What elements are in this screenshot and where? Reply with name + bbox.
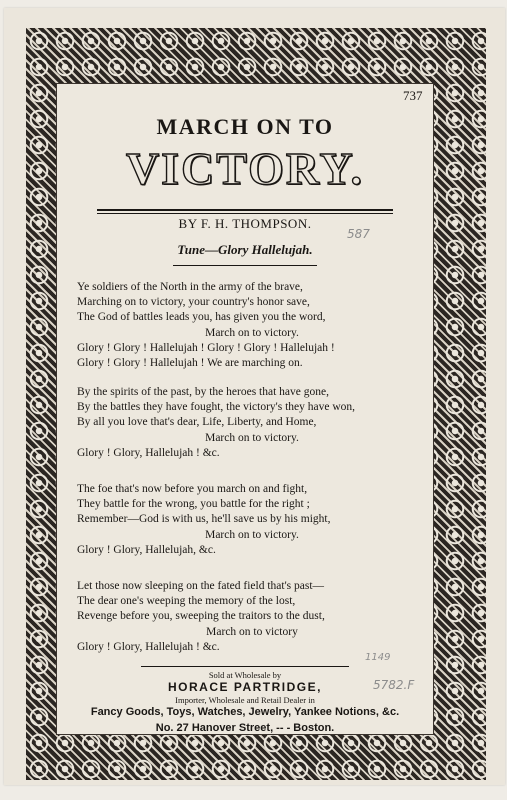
title-rule [97,209,393,211]
tune-line: Tune—Glory Hallelujah. [177,242,313,257]
title-line-2: VICTORY. [125,143,365,194]
title-line-1: MARCH ON TO [156,114,334,139]
verse-3 [77,482,427,558]
verse-line: Marching on to victory, your country's honor save, [77,296,310,309]
pencil-note-mid: 1149 [365,652,391,663]
footer-publisher: HORACE PARTRIDGE, [168,680,322,694]
verse-refrain: March on to victory. [205,528,299,541]
verse-line: Remember—God is with us, he'll save us by his might, [77,513,331,526]
title-rule-thin [97,213,393,214]
footer-dealer: Importer, Wholesale and Retail Dealer in [175,695,315,705]
verse-refrain: March on to victory. [205,431,299,444]
verse-line: The foe that's now before you march on and fight, [77,483,308,495]
footer-rule [141,666,349,667]
sheet-number: 737 [403,88,423,103]
footer-goods: Fancy Goods, Toys, Watches, Jewelry, Yankee Notions, &c. [90,706,400,718]
verse-line: They battle for the wrong, you battle for the right ; [77,498,310,511]
tune-rule [173,265,317,266]
verse-line: Ye soldiers of the North in the army of the brave, [77,281,303,293]
verse-line: The God of battles leads you, has given you the word, [77,311,326,324]
footer-address: No. 27 Hanover Street, -- - Boston. [155,722,335,734]
verse-refrain: March on to victory [206,625,298,638]
sheet-content [56,83,434,735]
pencil-note-top: 587 [347,227,370,241]
song-sheet [4,8,505,785]
verse-line: The dear one's weeping the memory of the lost, [77,595,296,608]
verse-chorus: Glory ! Glory, Hallelujah ! &c. [77,640,220,653]
footer-sold: Sold at Wholesale by [208,670,282,680]
verse-line: By the battles they have fought, the victory's they have won, [77,401,356,414]
verse-refrain: March on to victory. [205,326,299,339]
verse-chorus: Glory ! Glory, Hallelujah, &c. [77,543,216,556]
verse-2 [77,385,427,461]
verse-chorus: Glory ! Glory ! Hallelujah ! We are marching on. [77,357,303,370]
byline: BY F. H. THOMPSON. [178,216,312,231]
verse-4 [77,579,427,655]
verse-chorus: Glory ! Glory ! Hallelujah ! Glory ! Glory ! Hallelujah ! [77,341,335,354]
pencil-note-bottom: 5782.F [373,678,415,692]
verse-line: Revenge before you, sweeping the traitors to the dust, [77,610,325,623]
verse-line: Let those now sleeping on the fated field that's past— [77,580,325,592]
verse-line: By the spirits of the past, by the heroes that have gone, [77,386,329,398]
verse-chorus: Glory ! Glory, Hallelujah ! &c. [77,446,220,459]
verse-1 [77,280,427,371]
verse-line: By all you love that's dear, Life, Liberty, and Home, [77,416,317,429]
